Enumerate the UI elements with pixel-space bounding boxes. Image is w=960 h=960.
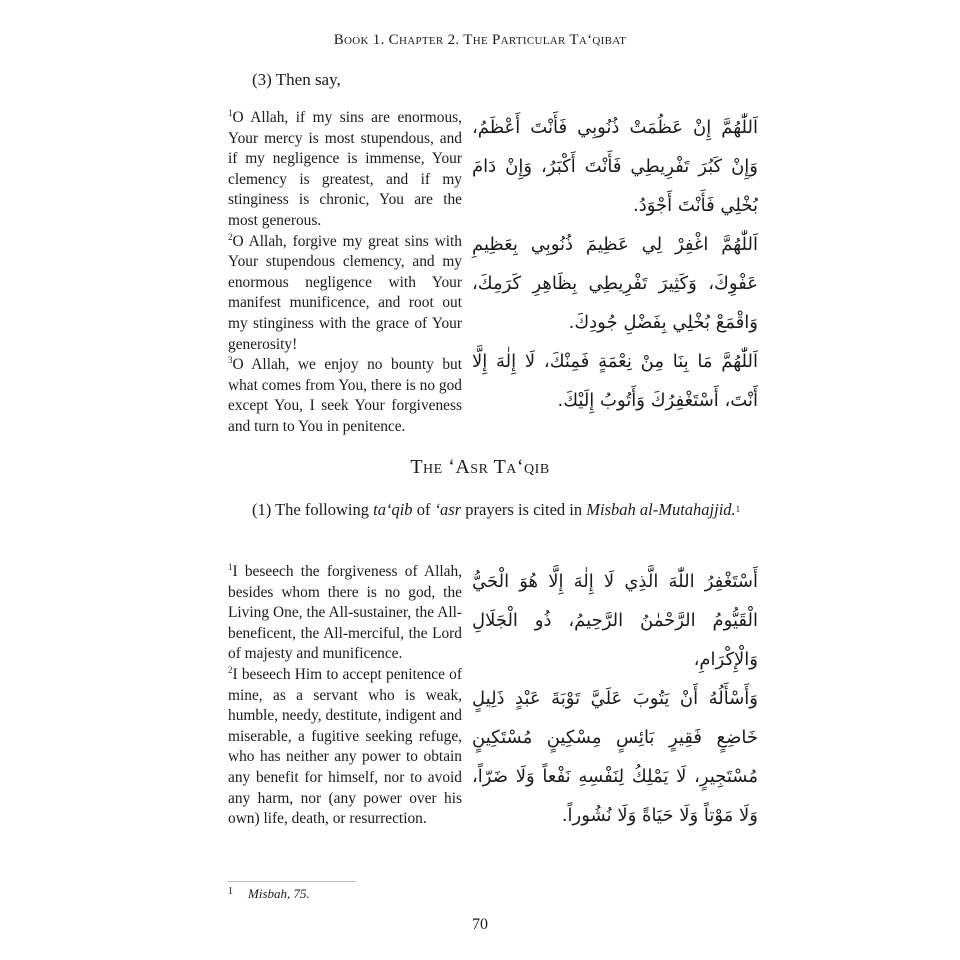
page-number: 70: [472, 916, 488, 933]
verse-3-en: [228, 355, 462, 437]
para-text: (1) The following: [252, 500, 374, 519]
verse-number: 2: [228, 664, 233, 675]
verse-1-ar: اَللّٰهُمَّ إِنْ عَظُمَتْ ذُنُوبِي فَأَنْتَ أَعْظَمُ، وَإِنْ كَبُرَ تَفْرِيطِي فَأَنْتَ أَكْبَرُ، وَإِنْ دَامَ بُخْلِي فَأَنْتَ أَجْوَدُ.: [472, 117, 758, 216]
verse-number: 2: [228, 231, 233, 242]
footnote-divider: [228, 881, 356, 882]
verse-text: O Allah, we enjoy no bounty but what comes from You, there is no god except You, I seek Your forgiveness and turn to You in penitence.: [228, 356, 462, 435]
intro-paragraph: [228, 498, 758, 521]
source-title: Misbah al-Mutahajjid.: [586, 500, 736, 519]
verse-3-ar: اَللّٰهُمَّ مَا بِنَا مِنْ نِعْمَةٍ فَمِنْكَ، لَا إِلٰهَ إِلَّا أَنْتَ، أَسْتَغْفِرُكَ وَأَتُوبُ إِلَيْكَ.: [472, 351, 758, 411]
verse-1-en: [228, 108, 462, 232]
intro-line: (3) Then say,: [252, 70, 341, 89]
running-head: Book 1. Chapter 2. The Particular Ta‘qibat: [333, 32, 627, 48]
verse-number: 1: [228, 562, 233, 572]
verse-number: 1: [228, 108, 233, 118]
verse-2-en: [228, 665, 462, 830]
verse-1-en: [228, 562, 462, 665]
arabic-text-1: [472, 108, 758, 438]
verse-number: 3: [228, 355, 233, 366]
para-text: of: [412, 500, 435, 519]
english-translation-1: [228, 108, 462, 438]
verse-text: O Allah, forgive my great sins with Your stupendous clemency, and my enormous negligence with Your manifest munificence, and root out my stinginess with the grace of Your generosity!: [228, 232, 462, 353]
verse-2-en: [228, 232, 462, 356]
para-italic: ta‘qib: [373, 500, 413, 519]
verse-text: I beseech the forgiveness of Allah, besides whom there is no god, the Living One, the All-sustainer, the All-beneficent, the All-merciful, the Lord of majesty and munificence.: [228, 563, 462, 663]
footnote-text: Misbah, 75.: [248, 886, 310, 901]
para-text: prayers is cited in: [461, 500, 587, 519]
footnote-number: 1: [228, 886, 233, 897]
verse-text: I beseech Him to accept penitence of mine, as a servant who is weak, humble, needy, destitute, indigent and miserable, a fugitive seeking refuge, who has neither any power to obtain any benefit for himself, nor to avoid any harm, nor (any power over his own) life, death, or resurrection.: [228, 665, 462, 828]
verse-2-ar: اَللّٰهُمَّ اغْفِرْ لِي عَظِيمَ ذُنُوبِي بِعَظِيمِ عَفْوِكَ، وَكَثِيرَ تَفْرِيطِي بِظَاهِرِ كَرَمِكَ، وَاقْمَعْ بُخْلِي بِفَضْلِ جُودِكَ.: [472, 234, 758, 333]
footnote: [228, 886, 310, 902]
english-translation-2: [228, 562, 462, 835]
para-italic: ‘asr: [434, 500, 462, 519]
verse-1-ar: أَسْتَغْفِرُ اللّٰهَ الَّذِي لَا إِلٰهَ إِلَّا هُوَ الْحَيُّ الْقَيُّومُ الرَّحْمٰنُ الرَّحِيمُ، ذُو الْجَلَالِ وَالْإِكْرَامِ،: [472, 571, 758, 670]
verse-text: O Allah, if my sins are enormous, Your mercy is most stupendous, and if my negligence is immense, Your clemency is greatest, and if my stinginess is chronic, You are the most generous.: [228, 109, 462, 229]
footnote-ref[interactable]: 1: [735, 504, 741, 514]
supplication-block-2: [228, 562, 758, 835]
arabic-text-2: [472, 562, 758, 835]
supplication-block-1: [228, 108, 758, 438]
verse-2-ar: وَأَسْأَلُهُ أَنْ يَتُوبَ عَلَيَّ تَوْبَةَ عَبْدٍ ذَلِيلٍ خَاضِعٍ فَقِيرٍ بَائِسٍ مِسْكِينٍ مُسْتَكِينٍ مُسْتَجِيرٍ، لَا يَمْلِكُ لِنَفْسِهِ نَفْعاً وَلَا ضَرّاً، وَلَا مَوْتاً وَلَا حَيَاةً وَلَا نُشُوراً.: [472, 688, 758, 826]
section-title: The ‘Asr Ta‘qib: [410, 456, 550, 478]
